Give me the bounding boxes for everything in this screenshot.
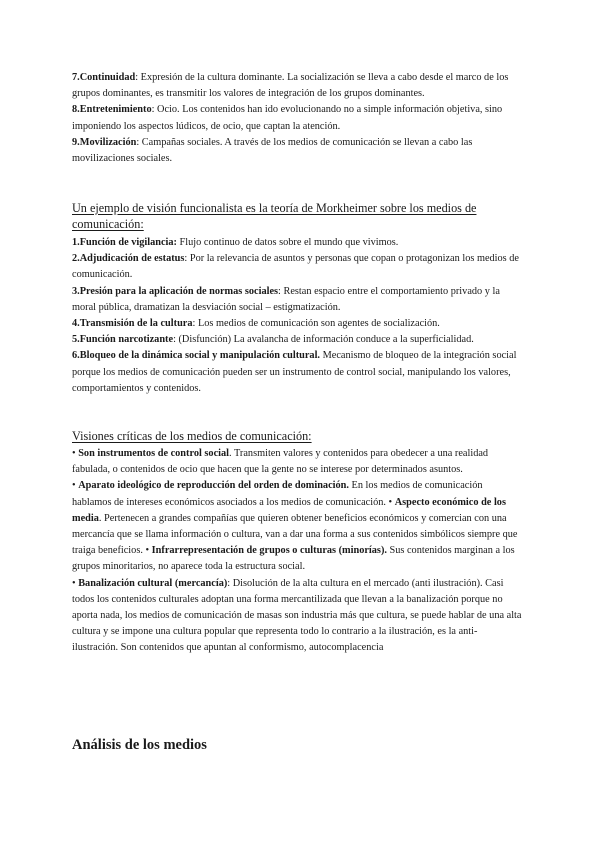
critical-item: • Son instrumentos de control social. Transmiten valores y contenidos para obedecer a una realidad fabulada, o contenidos de ocio que hacen que la gente no se interese por determinados asuntos.: [72, 448, 489, 476]
section-heading-analisis: Análisis de los medios: [72, 737, 207, 753]
section-heading-visiones-criticas: Visiones críticas de los medios de comunicación:: [72, 429, 312, 443]
function-item: 1.Función de vigilancia: Flujo continuo de datos sobre el mundo que vivimos.: [72, 237, 399, 248]
critical-item: • Aparato ideológico de reproducción del orden de dominación. En los medios de comunicación hablamos de intereses económicos asociados a los medios de comunicación. • Aspecto económico de los media. Pertenecen a grandes compañías que quieren obtener beneficios económicos y comercian con una mercancía que se llama información o cultura, van a dar una forma a sus contenidos simbólicos siempre que traiga beneficios. • Infrarrepresentación de grupos o culturas (minorías). Sus contenidos marginan a los grupos minoritarios, no aparece toda la estructura social.: [72, 480, 518, 573]
critical-views-list: [72, 446, 524, 657]
function-item: 3.Presión para la aplicación de normas sociales: Restan espacio entre el comportamiento privado y la moral pública, dramatizan la desviación social – estigmatización.: [72, 285, 500, 313]
morkheimer-functions-list: [72, 235, 524, 397]
function-item: 8.Entretenimiento: Ocio. Los contenidos han ido evolucionando no a simple información objetiva, sino imponiendo los aspectos lúdicos, de ocio, que captan la atención.: [72, 104, 503, 132]
function-item: 7.Continuidad: Expresión de la cultura dominante. La socialización se lleva a cabo desde el marco de los grupos dominantes, es transmitir los valores de integración de los grupos dominantes.: [72, 72, 509, 100]
functions-list-continued: [72, 70, 524, 167]
function-item: 4.Transmisión de la cultura: Los medios de comunicación son agentes de socialización.: [72, 318, 440, 330]
function-item: 9.Movilización: Campañas sociales. A través de los medios de comunicación se llevan a cabo las movilizaciones sociales.: [72, 136, 473, 165]
section-heading-funcionalista: Un ejemplo de visión funcionalista es la teoría de Morkheimer sobre los medios de comunicación:: [72, 201, 477, 231]
function-item: 2.Adjudicación de estatus: Por la relevancia de asuntos y personas que copan o protagonizan los medios de comunicación.: [72, 253, 519, 281]
function-item: 6.Bloqueo de la dinámica social y manipulación cultural. Mecanismo de bloqueo de la integración social porque los medios de comunicación pueden ser un instrumento de control social, manipulando los valores, comportamientos y contenidos.: [72, 350, 517, 394]
function-item: 5.Función narcotizante: (Disfunción) La avalancha de información conduce a la superficialidad.: [72, 334, 474, 346]
critical-item: • Banalización cultural (mercancía): Disolución de la alta cultura en el mercado (anti ilustración). Casi todos los contenidos culturales adoptan una forma mercantilizada que llevan a la banalización porque no aporta nada, los medios de comunicación de masas son industria más que cultura, se puede hablar de una alta cultura y se impone una cultura popular que representa todo lo contrario a la ilustración, es la anti- ilustración. Son contenidos que apuntan al conformismo, autocomplacencia: [72, 577, 522, 654]
